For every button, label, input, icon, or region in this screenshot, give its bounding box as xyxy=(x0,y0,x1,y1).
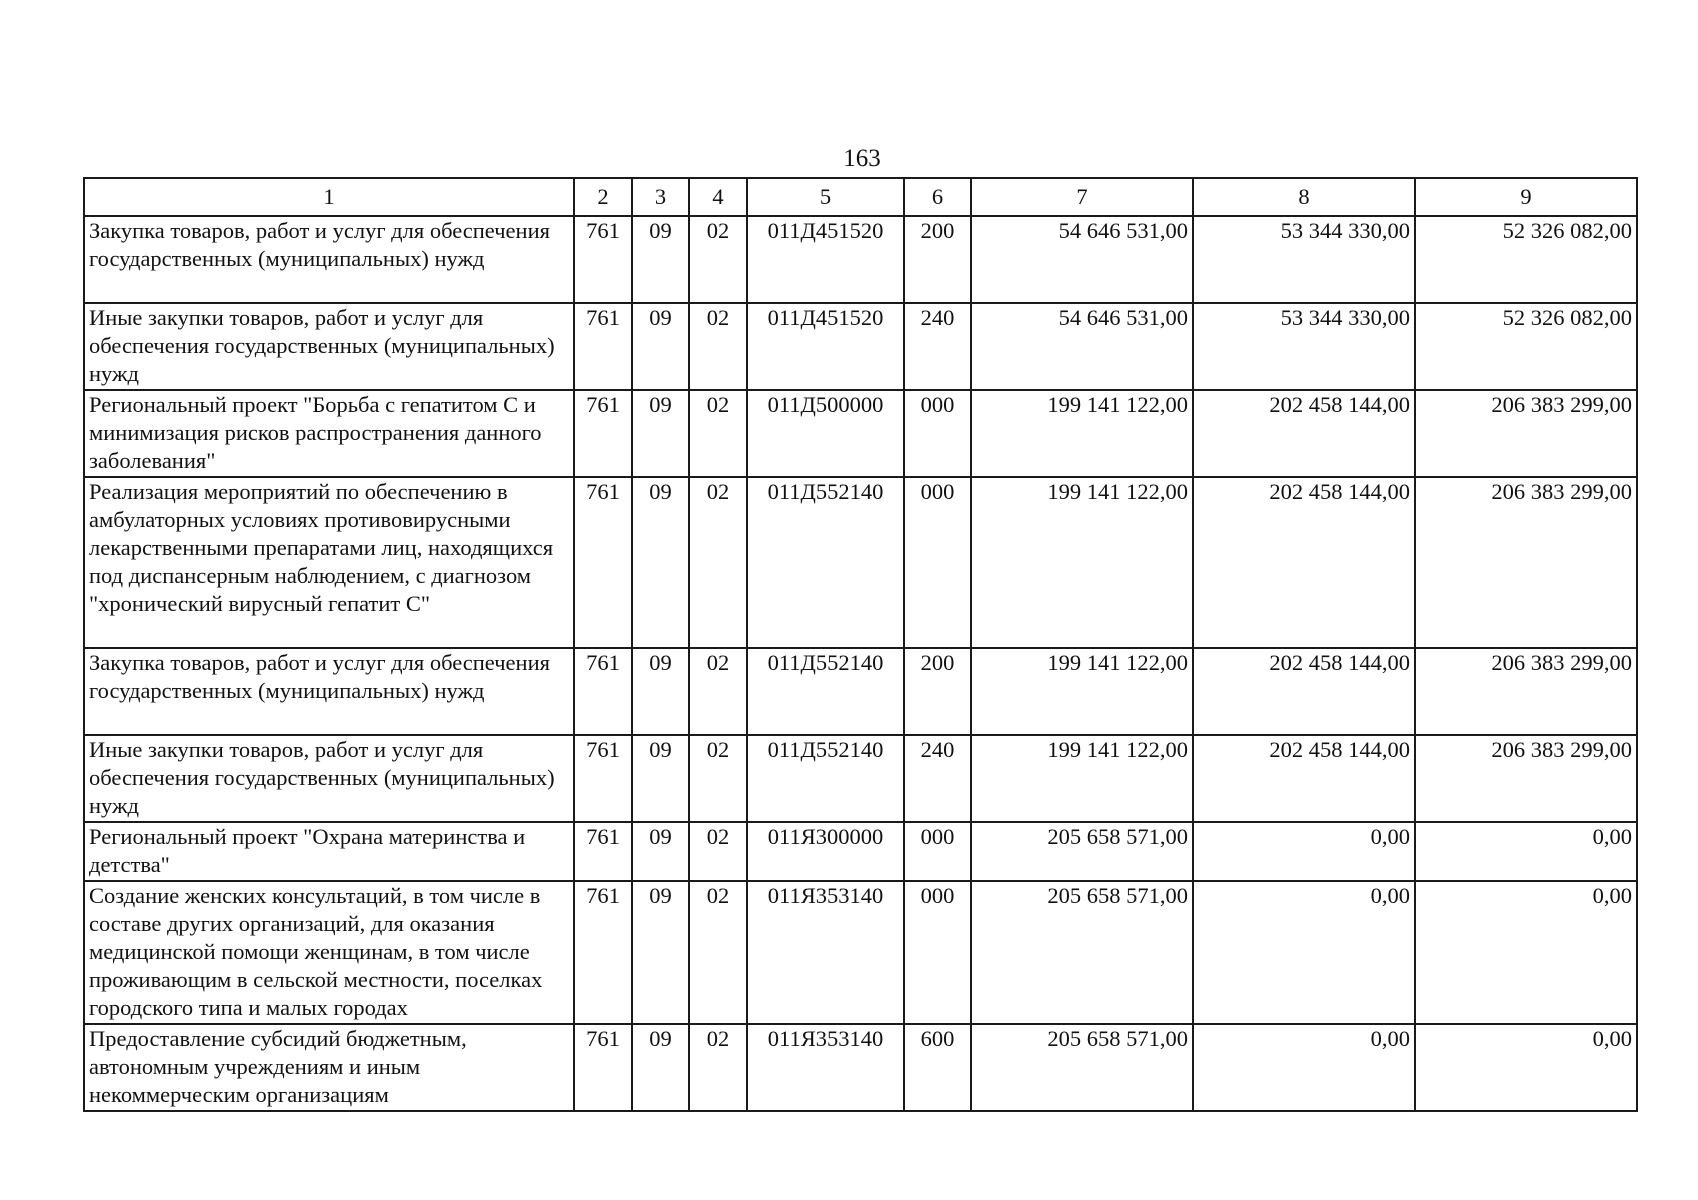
expense-name-cell: Иные закупки товаров, работ и услуг для обеспечения государственных (муниципальных) нужд xyxy=(84,303,574,390)
table-row xyxy=(84,303,1637,390)
amount-cell: 205 658 571,00 xyxy=(971,822,1193,881)
section-code-cell: 09 xyxy=(632,1024,689,1111)
amount-cell: 52 326 082,00 xyxy=(1415,303,1637,390)
ministry-code-cell: 761 xyxy=(574,881,632,1024)
subsection-code-cell: 02 xyxy=(689,303,747,390)
table-row xyxy=(84,390,1637,477)
subsection-code-cell: 02 xyxy=(689,735,747,822)
subsection-code-cell: 02 xyxy=(689,477,747,648)
ministry-code-cell: 761 xyxy=(574,1024,632,1111)
target-article-cell: 011Я353140 xyxy=(747,881,904,1024)
amount-cell: 199 141 122,00 xyxy=(971,735,1193,822)
amount-cell: 206 383 299,00 xyxy=(1415,477,1637,648)
table-row xyxy=(84,216,1637,303)
amount-cell: 0,00 xyxy=(1415,881,1637,1024)
section-code-cell: 09 xyxy=(632,303,689,390)
amount-cell: 206 383 299,00 xyxy=(1415,390,1637,477)
expense-type-cell: 000 xyxy=(904,477,971,648)
header-row xyxy=(84,178,1637,216)
ministry-code-cell: 761 xyxy=(574,303,632,390)
table-row xyxy=(84,477,1637,648)
amount-cell: 206 383 299,00 xyxy=(1415,648,1637,735)
amount-cell: 202 458 144,00 xyxy=(1193,735,1415,822)
amount-cell: 54 646 531,00 xyxy=(971,216,1193,303)
expense-name-cell: Закупка товаров, работ и услуг для обеспечения государственных (муниципальных) нужд xyxy=(84,648,574,735)
amount-cell: 202 458 144,00 xyxy=(1193,477,1415,648)
amount-cell: 206 383 299,00 xyxy=(1415,735,1637,822)
amount-cell: 0,00 xyxy=(1415,822,1637,881)
expense-name-cell: Региональный проект "Борьба с гепатитом С и минимизация рисков распространения данного заболевания" xyxy=(84,390,574,477)
subsection-code-cell: 02 xyxy=(689,822,747,881)
section-code-cell: 09 xyxy=(632,735,689,822)
amount-cell: 0,00 xyxy=(1193,822,1415,881)
column-header: 5 xyxy=(747,178,904,216)
target-article-cell: 011Д451520 xyxy=(747,216,904,303)
column-header: 8 xyxy=(1193,178,1415,216)
target-article-cell: 011Д552140 xyxy=(747,477,904,648)
target-article-cell: 011Я353140 xyxy=(747,1024,904,1111)
expense-name-cell: Создание женских консультаций, в том числе в составе других организаций, для оказания медицинской помощи женщинам, в том числе проживающим в сельской местности, поселках городского типа и малых городах xyxy=(84,881,574,1024)
column-header: 4 xyxy=(689,178,747,216)
amount-cell: 202 458 144,00 xyxy=(1193,390,1415,477)
subsection-code-cell: 02 xyxy=(689,1024,747,1111)
expense-name-cell: Реализация мероприятий по обеспечению в амбулаторных условиях противовирусными лекарственными препаратами лиц, находящихся под диспансерным наблюдением, с диагнозом "хронический вирусный гепатит С" xyxy=(84,477,574,648)
subsection-code-cell: 02 xyxy=(689,216,747,303)
section-code-cell: 09 xyxy=(632,477,689,648)
expense-name-cell: Закупка товаров, работ и услуг для обеспечения государственных (муниципальных) нужд xyxy=(84,216,574,303)
table-row xyxy=(84,1024,1637,1111)
amount-cell: 199 141 122,00 xyxy=(971,477,1193,648)
section-code-cell: 09 xyxy=(632,822,689,881)
ministry-code-cell: 761 xyxy=(574,822,632,881)
ministry-code-cell: 761 xyxy=(574,477,632,648)
expense-type-cell: 000 xyxy=(904,390,971,477)
target-article-cell: 011Я300000 xyxy=(747,822,904,881)
target-article-cell: 011Д451520 xyxy=(747,303,904,390)
expense-type-cell: 200 xyxy=(904,648,971,735)
subsection-code-cell: 02 xyxy=(689,648,747,735)
target-article-cell: 011Д552140 xyxy=(747,648,904,735)
ministry-code-cell: 761 xyxy=(574,216,632,303)
expense-type-cell: 240 xyxy=(904,735,971,822)
expense-name-cell: Региональный проект "Охрана материнства и детства" xyxy=(84,822,574,881)
ministry-code-cell: 761 xyxy=(574,390,632,477)
amount-cell: 54 646 531,00 xyxy=(971,303,1193,390)
page-number: 163 xyxy=(843,145,881,172)
expense-type-cell: 000 xyxy=(904,822,971,881)
amount-cell: 205 658 571,00 xyxy=(971,1024,1193,1111)
target-article-cell: 011Д552140 xyxy=(747,735,904,822)
section-code-cell: 09 xyxy=(632,881,689,1024)
subsection-code-cell: 02 xyxy=(689,881,747,1024)
column-header: 1 xyxy=(84,178,574,216)
amount-cell: 205 658 571,00 xyxy=(971,881,1193,1024)
amount-cell: 0,00 xyxy=(1193,881,1415,1024)
expense-type-cell: 200 xyxy=(904,216,971,303)
amount-cell: 202 458 144,00 xyxy=(1193,648,1415,735)
section-code-cell: 09 xyxy=(632,216,689,303)
table-row xyxy=(84,735,1637,822)
ministry-code-cell: 761 xyxy=(574,648,632,735)
expense-type-cell: 600 xyxy=(904,1024,971,1111)
amount-cell: 52 326 082,00 xyxy=(1415,216,1637,303)
table-row xyxy=(84,822,1637,881)
amount-cell: 0,00 xyxy=(1193,1024,1415,1111)
column-header: 2 xyxy=(574,178,632,216)
column-header: 6 xyxy=(904,178,971,216)
table-row xyxy=(84,648,1637,735)
section-code-cell: 09 xyxy=(632,390,689,477)
amount-cell: 199 141 122,00 xyxy=(971,648,1193,735)
expense-type-cell: 240 xyxy=(904,303,971,390)
amount-cell: 0,00 xyxy=(1415,1024,1637,1111)
subsection-code-cell: 02 xyxy=(689,390,747,477)
expense-name-cell: Предоставление субсидий бюджетным, автономным учреждениям и иным некоммерческим организациям xyxy=(84,1024,574,1111)
expense-name-cell: Иные закупки товаров, работ и услуг для обеспечения государственных (муниципальных) нужд xyxy=(84,735,574,822)
column-header: 9 xyxy=(1415,178,1637,216)
column-header: 7 xyxy=(971,178,1193,216)
expense-type-cell: 000 xyxy=(904,881,971,1024)
amount-cell: 53 344 330,00 xyxy=(1193,216,1415,303)
target-article-cell: 011Д500000 xyxy=(747,390,904,477)
ministry-code-cell: 761 xyxy=(574,735,632,822)
column-header: 3 xyxy=(632,178,689,216)
amount-cell: 199 141 122,00 xyxy=(971,390,1193,477)
section-code-cell: 09 xyxy=(632,648,689,735)
budget-table xyxy=(83,177,1638,1112)
table-row xyxy=(84,881,1637,1024)
amount-cell: 53 344 330,00 xyxy=(1193,303,1415,390)
